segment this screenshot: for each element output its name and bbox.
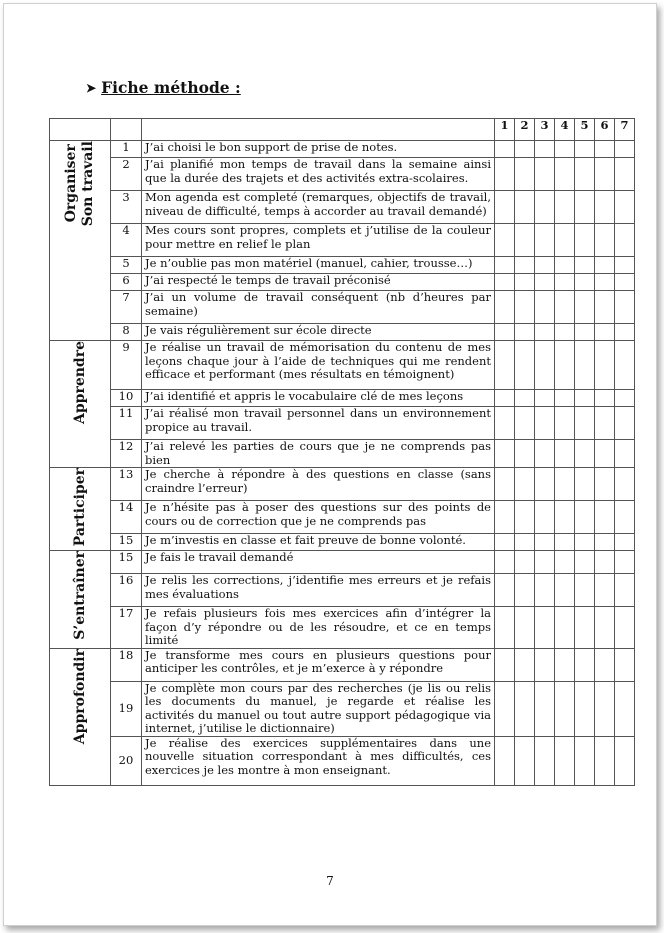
- rating-cell[interactable]: [535, 501, 555, 534]
- table-row: [50, 257, 635, 274]
- rating-cell[interactable]: [555, 648, 575, 681]
- rating-cell[interactable]: [615, 551, 635, 574]
- rating-cell[interactable]: [515, 736, 535, 785]
- rating-cell[interactable]: [595, 324, 615, 341]
- item-text: Je complète mon cours par des recherches (je lis ou relis les documents du manuel, je regarde et réalise les activités du manuel ou tout autre support pédagogique via internet, j’utilise le dictionnaire): [142, 681, 495, 736]
- rating-cell[interactable]: [515, 274, 535, 291]
- rating-cell[interactable]: [575, 501, 595, 534]
- rating-cell[interactable]: [535, 468, 555, 501]
- item-number: 5: [111, 257, 142, 274]
- rating-cell[interactable]: [515, 607, 535, 649]
- rating-cell[interactable]: [595, 191, 615, 224]
- rating-cell[interactable]: [555, 440, 575, 468]
- rating-cell[interactable]: [495, 390, 515, 407]
- item-number: 20: [111, 736, 142, 785]
- section-label-line: Organiser: [63, 144, 79, 223]
- section-label: [72, 649, 89, 744]
- rating-cell[interactable]: [615, 574, 635, 607]
- rating-cell[interactable]: [595, 407, 615, 440]
- rating-cell[interactable]: [535, 257, 555, 274]
- rating-cell[interactable]: [495, 274, 515, 291]
- rating-cell[interactable]: [495, 501, 515, 534]
- item-text: J’ai planifié mon temps de travail dans la semaine ainsi que la durée des trajets et des activités extra-scolaires.: [142, 158, 495, 191]
- section-label: [72, 341, 89, 424]
- rating-cell[interactable]: [555, 607, 575, 649]
- table-row: [50, 390, 635, 407]
- table-row: [50, 440, 635, 468]
- rating-cell[interactable]: [595, 274, 615, 291]
- rating-cell[interactable]: [575, 407, 595, 440]
- page-number: 7: [326, 874, 334, 888]
- rating-cell[interactable]: [595, 736, 615, 785]
- table-row: [50, 607, 635, 649]
- item-text: Je réalise un travail de mémorisation du contenu de mes leçons chaque jour à l’aide de techniques qui me rendent efficace et performant (mes résultats en témoignent): [142, 341, 495, 390]
- item-text: Je n’oublie pas mon matériel (manuel, cahier, trousse…): [142, 257, 495, 274]
- rating-cell[interactable]: [495, 681, 515, 736]
- rating-cell[interactable]: [495, 574, 515, 607]
- rating-cell[interactable]: [595, 574, 615, 607]
- rating-cell[interactable]: [535, 551, 555, 574]
- item-text: J’ai choisi le bon support de prise de notes.: [142, 141, 495, 158]
- table-row: [50, 534, 635, 551]
- title-text: Fiche méthode :: [101, 78, 241, 97]
- item-number: 2: [111, 158, 142, 191]
- table-row: [50, 551, 635, 574]
- item-text: Je cherche à répondre à des questions en classe (sans craindre l’erreur): [142, 468, 495, 501]
- rating-cell[interactable]: [515, 681, 535, 736]
- column-header: 1: [495, 119, 515, 141]
- rating-cell[interactable]: [575, 681, 595, 736]
- item-text: Je m’investis en classe et fait preuve de bonne volonté.: [142, 534, 495, 551]
- header-row: [50, 119, 635, 141]
- rating-cell[interactable]: [555, 224, 575, 257]
- rating-cell[interactable]: [555, 534, 575, 551]
- section-label-cell: [50, 551, 111, 649]
- table-row: [50, 468, 635, 501]
- rating-cell[interactable]: [495, 551, 515, 574]
- rating-cell[interactable]: [515, 407, 535, 440]
- item-text: Je transforme mes cours en plusieurs questions pour anticiper les contrôles, et je m’exerce à y répondre: [142, 648, 495, 681]
- item-text: J’ai relevé les parties de cours que je ne comprends pas bien: [142, 440, 495, 468]
- rating-cell[interactable]: [495, 534, 515, 551]
- rating-cell[interactable]: [575, 224, 595, 257]
- table-row: [50, 648, 635, 681]
- rating-cell[interactable]: [595, 158, 615, 191]
- item-number: 15: [111, 534, 142, 551]
- section-label-line: Son travail: [80, 141, 96, 227]
- section-label-cell: [50, 141, 111, 341]
- rating-cell[interactable]: [575, 158, 595, 191]
- rating-cell[interactable]: [535, 440, 555, 468]
- rating-cell[interactable]: [575, 141, 595, 158]
- rating-cell[interactable]: [555, 390, 575, 407]
- rating-cell[interactable]: [575, 534, 595, 551]
- section-label: [72, 551, 89, 640]
- table-row: [50, 681, 635, 736]
- rating-cell[interactable]: [615, 257, 635, 274]
- rating-cell[interactable]: [615, 501, 635, 534]
- item-number: 10: [111, 390, 142, 407]
- rating-cell[interactable]: [595, 534, 615, 551]
- rating-cell[interactable]: [495, 291, 515, 324]
- rating-cell[interactable]: [575, 324, 595, 341]
- item-text: Je vais régulièrement sur école directe: [142, 324, 495, 341]
- item-number: 9: [111, 341, 142, 390]
- table-row: [50, 191, 635, 224]
- rating-cell[interactable]: [575, 648, 595, 681]
- section-label-cell: [50, 341, 111, 468]
- column-header: 2: [515, 119, 535, 141]
- rating-cell[interactable]: [615, 607, 635, 649]
- rating-cell[interactable]: [515, 574, 535, 607]
- table-row: [50, 736, 635, 785]
- item-text: Mes cours sont propres, complets et j’utilise de la couleur pour mettre en relief le plan: [142, 224, 495, 257]
- rating-cell[interactable]: [515, 534, 535, 551]
- section-label: [63, 141, 97, 226]
- rating-cell[interactable]: [535, 574, 555, 607]
- section-label-line: Participer: [71, 468, 88, 547]
- rating-cell[interactable]: [515, 158, 535, 191]
- rating-cell[interactable]: [575, 468, 595, 501]
- rating-cell[interactable]: [495, 341, 515, 390]
- item-number: 7: [111, 291, 142, 324]
- rating-cell[interactable]: [555, 736, 575, 785]
- column-header: 4: [555, 119, 575, 141]
- item-number: 4: [111, 224, 142, 257]
- rating-cell[interactable]: [595, 341, 615, 390]
- item-number: 13: [111, 468, 142, 501]
- header-empty-cell: [142, 119, 495, 141]
- item-number: 18: [111, 648, 142, 681]
- rating-cell[interactable]: [555, 274, 575, 291]
- rating-cell[interactable]: [495, 648, 515, 681]
- rating-cell[interactable]: [575, 191, 595, 224]
- rating-cell[interactable]: [615, 534, 635, 551]
- table-row: [50, 291, 635, 324]
- item-text: Mon agenda est completé (remarques, objectifs de travail, niveau de difficulté, temps à accorder au travail demandé): [142, 191, 495, 224]
- rating-cell[interactable]: [555, 468, 575, 501]
- rating-cell[interactable]: [615, 158, 635, 191]
- rating-cell[interactable]: [615, 407, 635, 440]
- rating-cell[interactable]: [595, 551, 615, 574]
- rating-cell[interactable]: [535, 158, 555, 191]
- column-header: 3: [535, 119, 555, 141]
- item-number: 3: [111, 191, 142, 224]
- rating-cell[interactable]: [535, 407, 555, 440]
- rating-cell[interactable]: [595, 468, 615, 501]
- column-header: 5: [575, 119, 595, 141]
- rating-cell[interactable]: [495, 324, 515, 341]
- rating-cell[interactable]: [555, 291, 575, 324]
- rating-cell[interactable]: [595, 681, 615, 736]
- item-number: 14: [111, 501, 142, 534]
- rating-cell[interactable]: [535, 291, 555, 324]
- header-empty-cell: [50, 119, 111, 141]
- rating-cell[interactable]: [575, 607, 595, 649]
- item-text: Je réalise des exercices supplémentaires dans une nouvelle situation correspondant à mes difficultés, ces exercices je les montre à mon enseignant.: [142, 736, 495, 785]
- rating-cell[interactable]: [595, 440, 615, 468]
- rating-cell[interactable]: [515, 341, 535, 390]
- rating-cell[interactable]: [535, 191, 555, 224]
- section-label-line: Apprendre: [71, 341, 88, 424]
- item-number: 8: [111, 324, 142, 341]
- rating-cell[interactable]: [535, 141, 555, 158]
- rating-cell[interactable]: [575, 551, 595, 574]
- item-text: J’ai réalisé mon travail personnel dans un environnement propice au travail.: [142, 407, 495, 440]
- table-row: [50, 224, 635, 257]
- rating-cell[interactable]: [615, 440, 635, 468]
- item-text: J’ai respecté le temps de travail préconisé: [142, 274, 495, 291]
- rating-cell[interactable]: [615, 390, 635, 407]
- rating-cell[interactable]: [515, 291, 535, 324]
- rating-cell[interactable]: [535, 324, 555, 341]
- item-number: 6: [111, 274, 142, 291]
- item-text: Je fais le travail demandé: [142, 551, 495, 574]
- rating-cell[interactable]: [515, 468, 535, 501]
- rating-cell[interactable]: [495, 736, 515, 785]
- rating-cell[interactable]: [595, 257, 615, 274]
- rating-cell[interactable]: [495, 468, 515, 501]
- rating-cell[interactable]: [575, 257, 595, 274]
- section-label-cell: [50, 648, 111, 785]
- rating-cell[interactable]: [595, 607, 615, 649]
- item-text: Je relis les corrections, j’identifie mes erreurs et je refais mes évaluations: [142, 574, 495, 607]
- rating-cell[interactable]: [515, 224, 535, 257]
- table-row: [50, 341, 635, 390]
- rating-cell[interactable]: [495, 191, 515, 224]
- column-header: 7: [615, 119, 635, 141]
- rating-cell[interactable]: [555, 341, 575, 390]
- rating-cell[interactable]: [555, 407, 575, 440]
- rating-cell[interactable]: [515, 257, 535, 274]
- rating-cell[interactable]: [595, 224, 615, 257]
- table-row: [50, 407, 635, 440]
- table-row: [50, 324, 635, 341]
- rating-cell[interactable]: [575, 574, 595, 607]
- rating-cell[interactable]: [575, 291, 595, 324]
- rating-cell[interactable]: [575, 390, 595, 407]
- item-number: 1: [111, 141, 142, 158]
- rating-cell[interactable]: [575, 440, 595, 468]
- rating-cell[interactable]: [515, 191, 535, 224]
- section-label-cell: [50, 468, 111, 551]
- rating-cell[interactable]: [535, 736, 555, 785]
- rating-cell[interactable]: [515, 501, 535, 534]
- rating-cell[interactable]: [495, 141, 515, 158]
- item-number: 11: [111, 407, 142, 440]
- rating-cell[interactable]: [595, 141, 615, 158]
- rating-cell[interactable]: [535, 534, 555, 551]
- rating-cell[interactable]: [615, 341, 635, 390]
- rating-cell[interactable]: [535, 224, 555, 257]
- item-number: 17: [111, 607, 142, 649]
- rating-cell[interactable]: [495, 440, 515, 468]
- section-label-line: Approfondir: [71, 648, 88, 744]
- rating-cell[interactable]: [555, 191, 575, 224]
- rating-cell[interactable]: [575, 736, 595, 785]
- rating-cell[interactable]: [595, 648, 615, 681]
- table-row: [50, 574, 635, 607]
- table-row: [50, 274, 635, 291]
- table-row: [50, 501, 635, 534]
- rating-cell[interactable]: [495, 257, 515, 274]
- rating-cell[interactable]: [555, 574, 575, 607]
- rating-cell[interactable]: [515, 141, 535, 158]
- header-empty-cell: [111, 119, 142, 141]
- table-row: [50, 141, 635, 158]
- item-number: 16: [111, 574, 142, 607]
- rating-cell[interactable]: [615, 648, 635, 681]
- rating-cell[interactable]: [615, 736, 635, 785]
- rating-cell[interactable]: [535, 341, 555, 390]
- rating-cell[interactable]: [615, 681, 635, 736]
- rating-cell[interactable]: [575, 341, 595, 390]
- item-text: J’ai identifié et appris le vocabulaire clé de mes leçons: [142, 390, 495, 407]
- table-row: [50, 158, 635, 191]
- rating-cell[interactable]: [615, 324, 635, 341]
- rating-cell[interactable]: [515, 390, 535, 407]
- rating-cell[interactable]: [535, 648, 555, 681]
- rating-cell[interactable]: [615, 141, 635, 158]
- item-text: Je n’hésite pas à poser des questions sur des points de cours ou de correction que je ne comprends pas: [142, 501, 495, 534]
- rating-cell[interactable]: [555, 141, 575, 158]
- rating-cell[interactable]: [615, 291, 635, 324]
- arrow-bullet-icon: ➤: [86, 80, 97, 95]
- item-number: 15: [111, 551, 142, 574]
- rating-cell[interactable]: [615, 191, 635, 224]
- rating-cell[interactable]: [595, 390, 615, 407]
- rating-cell[interactable]: [595, 501, 615, 534]
- rating-cell[interactable]: [615, 274, 635, 291]
- section-label: [72, 468, 89, 546]
- item-text: Je refais plusieurs fois mes exercices afin d’intégrer la façon d’y répondre ou de les résoudre, et ce en temps limité: [142, 607, 495, 649]
- item-text: J’ai un volume de travail conséquent (nb d’heures par semaine): [142, 291, 495, 324]
- rating-cell[interactable]: [535, 607, 555, 649]
- rating-cell[interactable]: [515, 440, 535, 468]
- document-page: [3, 3, 657, 926]
- rating-cell[interactable]: [535, 274, 555, 291]
- rating-cell[interactable]: [615, 224, 635, 257]
- rating-cell[interactable]: [495, 158, 515, 191]
- column-header: 6: [595, 119, 615, 141]
- rating-cell[interactable]: [535, 681, 555, 736]
- rating-cell[interactable]: [615, 468, 635, 501]
- rating-cell[interactable]: [515, 648, 535, 681]
- rating-cell[interactable]: [515, 551, 535, 574]
- page-title: [86, 78, 241, 97]
- rating-cell[interactable]: [515, 324, 535, 341]
- rating-cell[interactable]: [495, 224, 515, 257]
- section-label-line: S’entraîner: [71, 551, 88, 640]
- rating-cell[interactable]: [555, 158, 575, 191]
- rating-cell[interactable]: [555, 257, 575, 274]
- rating-cell[interactable]: [555, 501, 575, 534]
- rating-cell[interactable]: [495, 407, 515, 440]
- rating-cell[interactable]: [575, 274, 595, 291]
- rating-cell[interactable]: [595, 291, 615, 324]
- rating-cell[interactable]: [555, 551, 575, 574]
- rating-cell[interactable]: [495, 607, 515, 649]
- method-table: [49, 118, 635, 786]
- rating-cell[interactable]: [535, 390, 555, 407]
- item-number: 19: [111, 681, 142, 736]
- rating-cell[interactable]: [555, 681, 575, 736]
- item-number: 12: [111, 440, 142, 468]
- rating-cell[interactable]: [555, 324, 575, 341]
